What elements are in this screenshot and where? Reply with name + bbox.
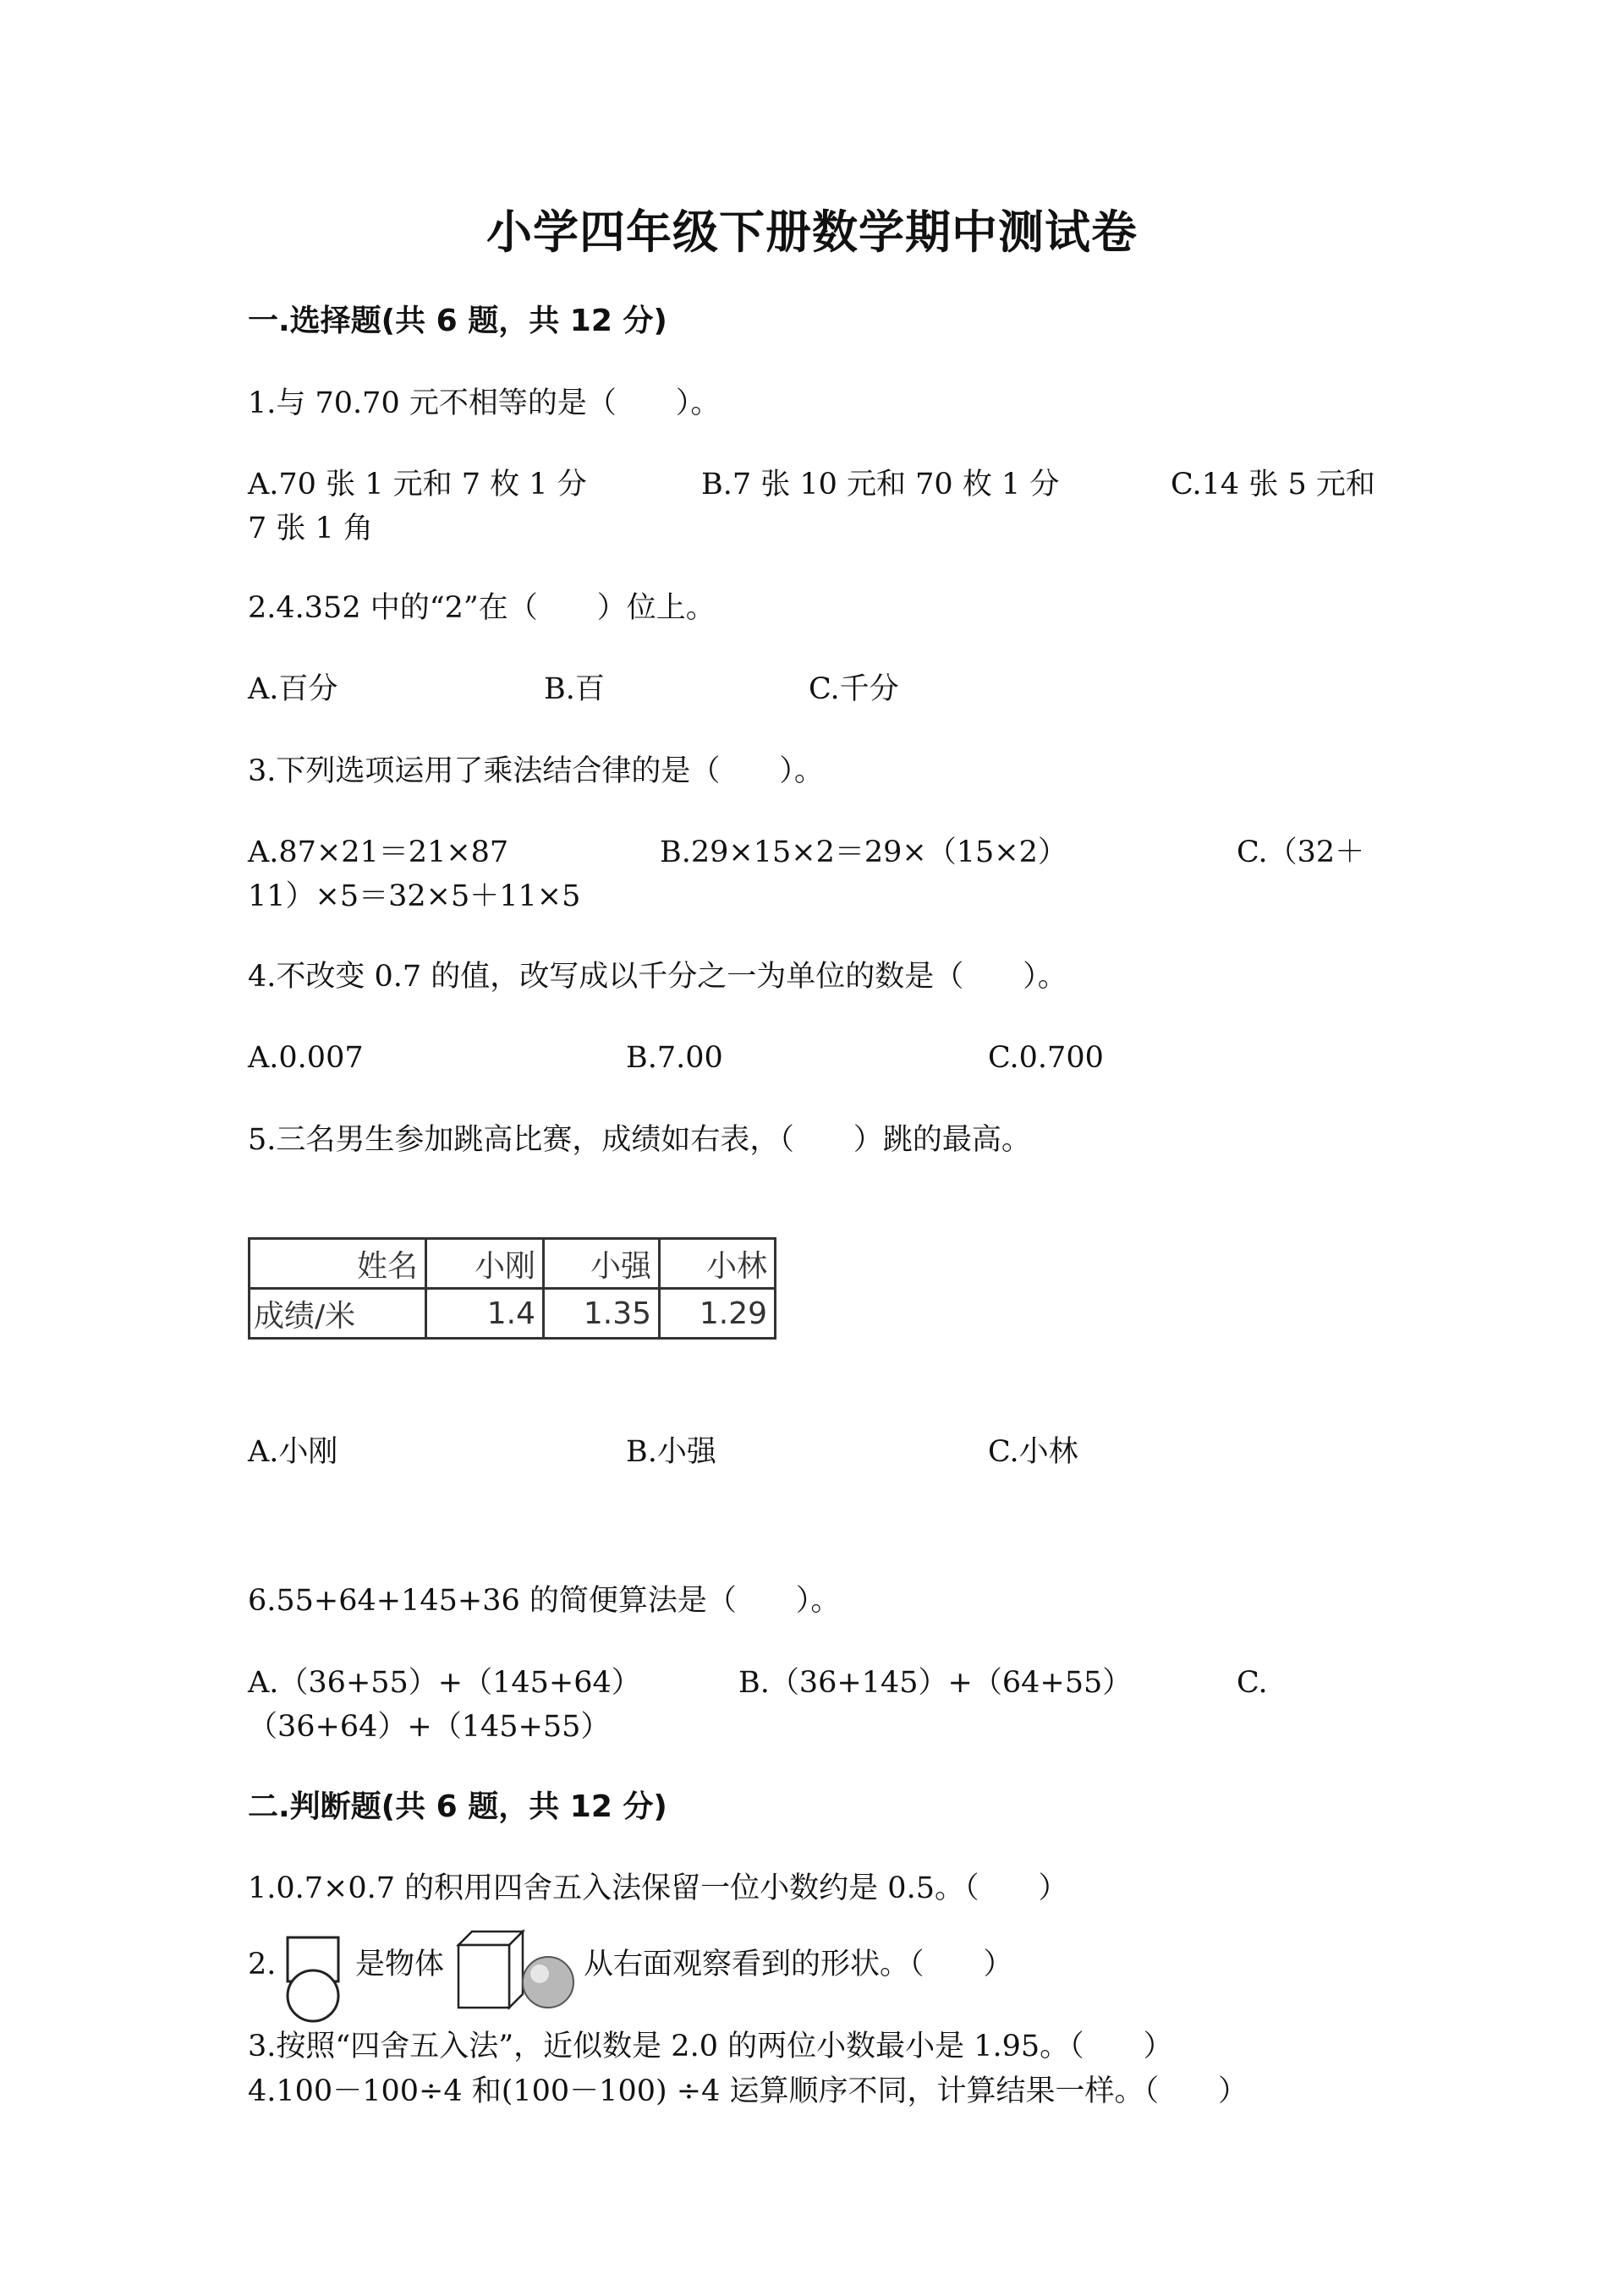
question-1-option-c-cont: 7 张 1 角 xyxy=(248,512,373,545)
question-4-option-c: C.0.700 xyxy=(988,1041,1104,1075)
question-2-stem: 2.4.352 中的“2”在（ ）位上。 xyxy=(248,591,716,625)
question-4-option-b: B.7.00 xyxy=(626,1041,723,1075)
question-3-option-a: A.87×21＝21×87 xyxy=(248,836,509,869)
question-4-option-a: A.0.007 xyxy=(248,1041,364,1075)
section-heading-judgement: 二.判断题(共 6 题，共 12 分) xyxy=(248,1789,667,1824)
question-2-option-a: A.百分 xyxy=(248,672,338,706)
table-cell: 小强 xyxy=(544,1239,660,1289)
judgement-4: 4.100－100÷4 和(100－100) ÷4 运算顺序不同，计算结果一样。（ ） xyxy=(248,2074,1248,2108)
table-cell: 1.35 xyxy=(544,1289,660,1339)
judgement-2-text-b: 从右面观察看到的形状。（ ） xyxy=(584,1948,1013,1981)
page-title: 小学四年级下册数学期中测试卷 xyxy=(486,205,1138,259)
question-5-stem: 5.三名男生参加跳高比赛，成绩如右表，（ ）跳的最高。 xyxy=(248,1123,1031,1157)
high-jump-score-table xyxy=(248,1237,776,1340)
question-3-stem: 3.下列选项运用了乘法结合律的是（ ）。 xyxy=(248,754,824,788)
cuboid-with-ball-object-icon xyxy=(455,1926,578,2011)
table-row xyxy=(250,1289,776,1339)
judgement-2-text-a: 是物体 xyxy=(355,1948,445,1981)
right-view-shape-icon xyxy=(283,1935,344,2023)
table-cell: 成绩/米 xyxy=(250,1289,426,1339)
question-1-option-a: A.70 张 1 元和 7 枚 1 分 xyxy=(248,468,587,501)
question-1-option-c: C.14 张 5 元和 xyxy=(1171,468,1375,501)
question-3-option-b: B.29×15×2＝29×（15×2） xyxy=(660,836,1067,869)
table-header-row xyxy=(250,1239,776,1289)
section-heading-choice: 一.选择题(共 6 题，共 12 分) xyxy=(248,304,667,338)
question-6-option-c-cont: （36+64）+（145+55） xyxy=(248,1710,611,1744)
question-6-option-b: B.（36+145）+（64+55） xyxy=(738,1666,1133,1700)
question-6-option-a: A.（36+55）+（145+64） xyxy=(248,1666,641,1700)
table-cell: 小刚 xyxy=(426,1239,544,1289)
question-3-option-c: C.（32＋ xyxy=(1237,836,1365,869)
question-3-option-c-cont: 11）×5＝32×5＋11×5 xyxy=(248,879,581,913)
judgement-3: 3.按照“四舍五入法”，近似数是 2.0 的两位小数最小是 1.95。（ ） xyxy=(248,2030,1173,2063)
judgement-1: 1.0.7×0.7 的积用四舍五入法保留一位小数约是 0.5。（ ） xyxy=(248,1871,1068,1905)
question-5-option-c: C.小林 xyxy=(988,1435,1078,1469)
question-1-stem: 1.与 70.70 元不相等的是（ ）。 xyxy=(248,386,721,420)
question-6-stem: 6.55+64+145+36 的简便算法是（ ）。 xyxy=(248,1584,841,1618)
question-2-option-b: B.百 xyxy=(544,672,605,706)
question-4-stem: 4.不改变 0.7 的值，改写成以千分之一为单位的数是（ ）。 xyxy=(248,960,1067,994)
table-cell: 姓名 xyxy=(250,1239,426,1289)
table-cell: 1.4 xyxy=(426,1289,544,1339)
judgement-2-number: 2. xyxy=(248,1948,277,1981)
question-5-option-a: A.小刚 xyxy=(248,1435,338,1469)
question-5-option-b: B.小强 xyxy=(626,1435,716,1469)
table-cell: 1.29 xyxy=(660,1289,776,1339)
question-1-option-b: B.7 张 10 元和 70 枚 1 分 xyxy=(701,468,1060,501)
table-cell: 小林 xyxy=(660,1239,776,1289)
question-6-option-c: C. xyxy=(1237,1666,1268,1700)
question-2-option-c: C.千分 xyxy=(809,672,899,706)
